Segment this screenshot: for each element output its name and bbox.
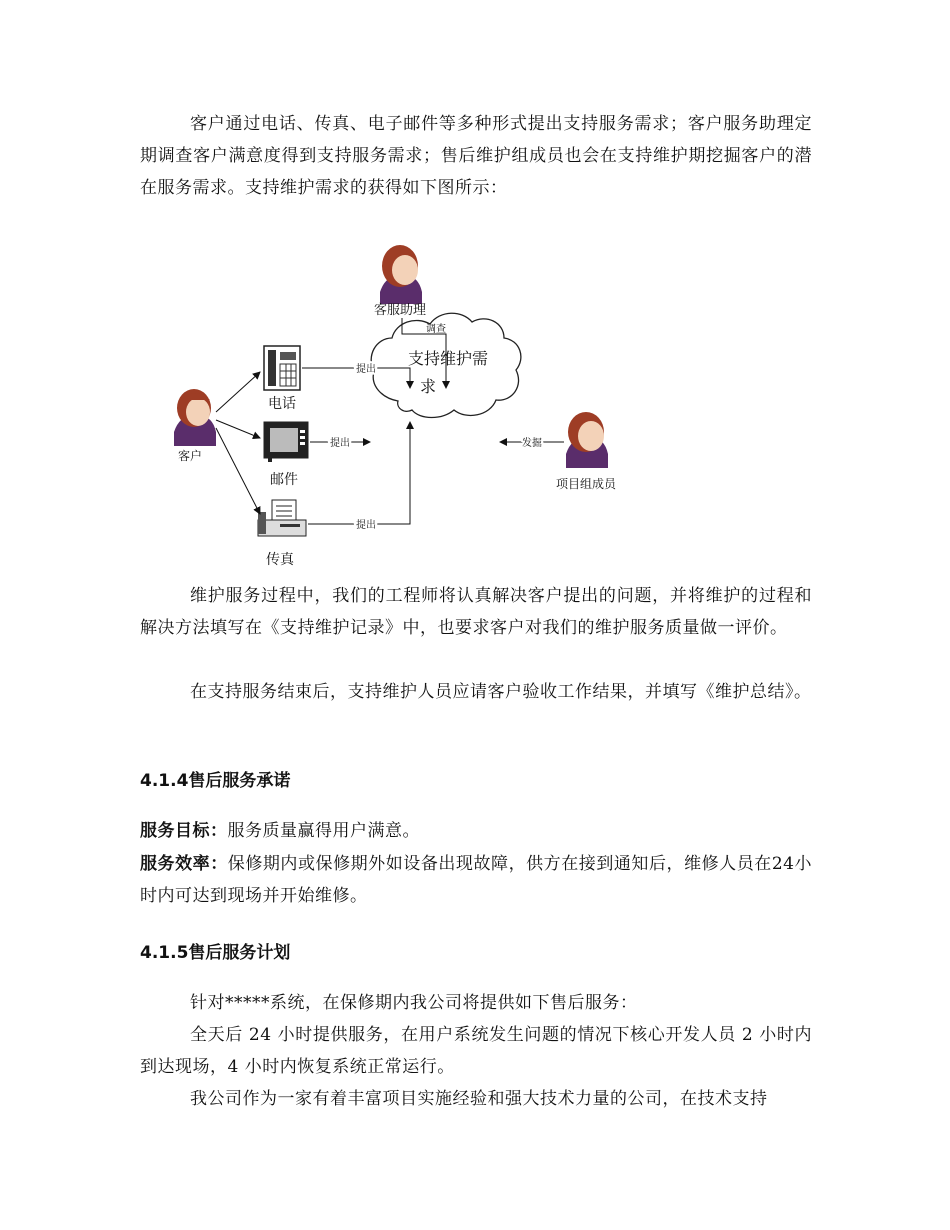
phone-label: 电话: [268, 396, 296, 412]
diagram-canvas: [160, 236, 630, 576]
edge-assistant-label: 调查: [426, 324, 446, 335]
edge-member-label: 发掘: [522, 438, 542, 449]
heading-4-1-5: 4.1.5售后服务计划: [140, 943, 291, 963]
paragraph-acceptance: 在支持服务结束后，支持维护人员应请客户验收工作结果，并填写《维护总结》。: [190, 682, 812, 702]
intro-paragraph: 客户通过电话、传真、电子邮件等多种形式提出支持服务需求；客户服务助理定期调查客户满意度得到支持服务需求；售后维护组成员也会在支持维护期挖掘客户的潜在服务需求。支持维护需求的获得如下图所示：: [140, 114, 812, 198]
service-goal-text: 服务质量赢得用户满意。: [227, 821, 420, 841]
customer-person-icon: [174, 389, 216, 446]
service-efficiency-line: [140, 848, 812, 912]
fax-icon: [258, 500, 306, 536]
paragraph-plan-intro: 针对*****系统，在保修期内我公司将提供如下售后服务：: [190, 993, 638, 1013]
cloud-label-1: 支持维护需: [407, 349, 489, 368]
edge-customer-fax: [216, 428, 260, 514]
paragraph-maintenance: 维护服务过程中，我们的工程师将认真解决客户提出的问题，并将维护的过程和解决方法填写在《支持维护记录》中，也要求客户对我们的维护服务质量做一评价。: [140, 586, 812, 638]
member-person-icon: [566, 412, 608, 468]
edge-customer-phone: [216, 372, 260, 412]
phone-icon: [264, 346, 300, 390]
service-goal-label: 服务目标：: [140, 821, 228, 841]
support-demand-diagram: [160, 236, 630, 576]
customer-label: 客户: [177, 449, 203, 463]
cloud-label-2: 求: [419, 377, 437, 396]
heading-4-1-4: 4.1.4售后服务承诺: [140, 771, 291, 791]
service-goal-line: [140, 815, 812, 847]
email-icon: [264, 422, 308, 462]
paragraph-plan-24h: 全天后 24 小时提供服务，在用户系统发生问题的情况下核心开发人员 2 小时内到达现场，4 小时内恢复系统正常运行。: [140, 1025, 812, 1077]
edge-customer-email: [216, 420, 260, 438]
service-efficiency-text: 保修期内或保修期外如设备出现故障，供方在接到通知后，维修人员在24小时内可达到现场并开始维修。: [140, 854, 813, 906]
service-efficiency-label: 服务效率：: [140, 854, 228, 874]
assistant-label: 客服助理: [373, 303, 427, 318]
assistant-person-icon: [380, 245, 422, 304]
edge-email-label: 提出: [330, 438, 350, 449]
edge-fax-label: 提出: [356, 520, 376, 531]
edge-phone-label: 提出: [356, 364, 376, 375]
email-label: 邮件: [270, 472, 298, 488]
fax-label: 传真: [266, 552, 294, 568]
member-label: 项目组成员: [555, 477, 617, 491]
paragraph-plan-company: 我公司作为一家有着丰富项目实施经验和强大技术力量的公司，在技术支持: [190, 1089, 768, 1109]
edge-fax-cloud: [308, 422, 410, 524]
